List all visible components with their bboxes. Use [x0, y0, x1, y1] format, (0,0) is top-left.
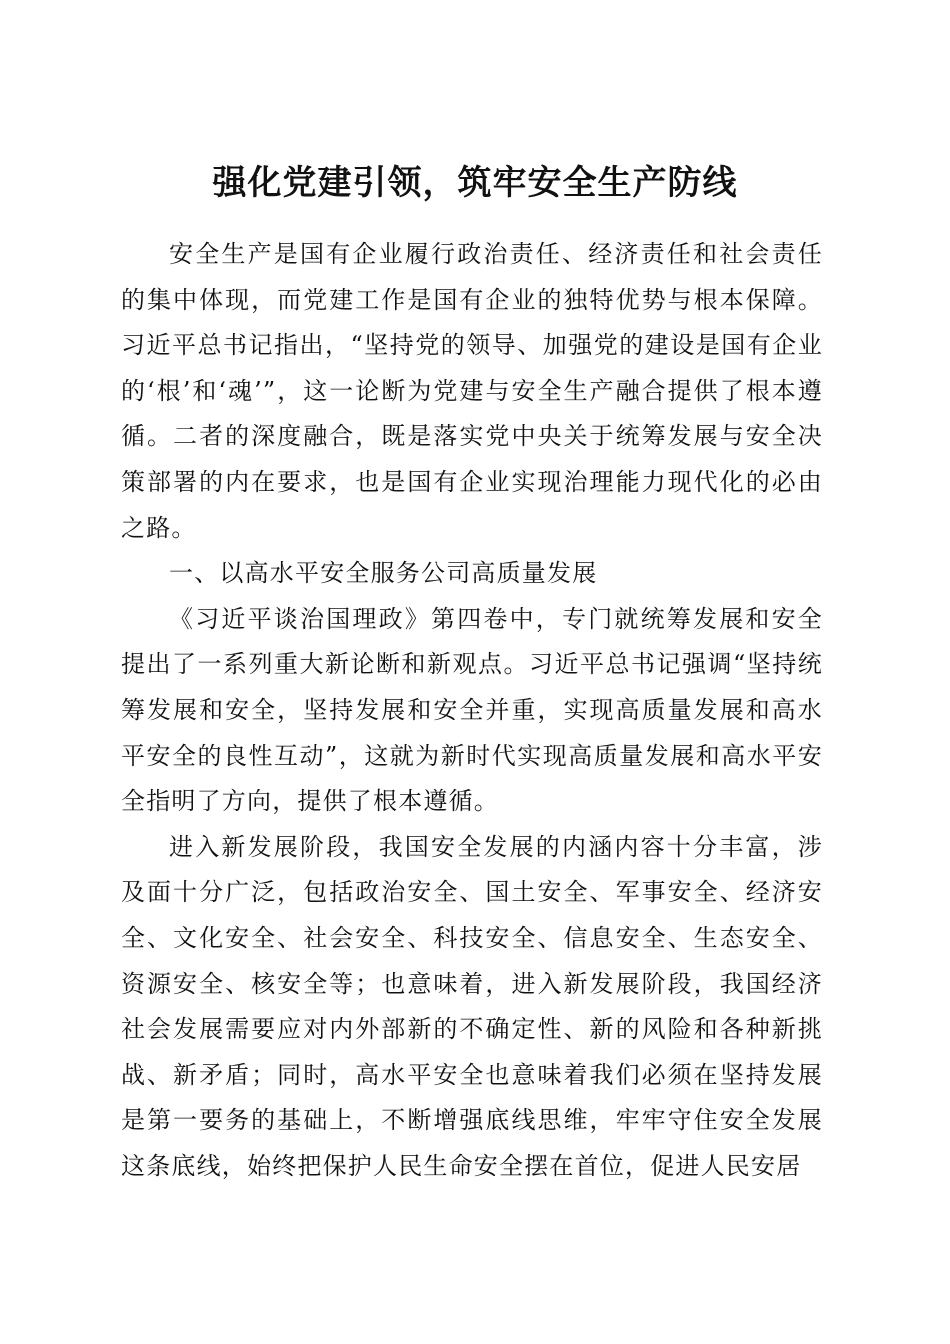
document-title: 强化党建引领，筑牢安全生产防线: [212, 162, 738, 203]
document-body: [121, 232, 823, 1189]
section-paragraph: 进入新发展阶段，我国安全发展的内涵内容十分丰富，涉及面十分广泛，包括政治安全、国土安全、军事安全、经济安全、文化安全、社会安全、科技安全、信息安全、生态安全、资源安全、核安全等；也意味着，进入新发展阶段，我国经济社会发展需要应对内外部新的不确定性、新的风险和各种新挑战、新矛盾；同时，高水平安全也意味着我们必须在坚持发展是第一要务的基础上，不断增强底线思维，牢牢守住安全发展这条底线，始终把保护人民生命安全摆在首位，促进人民安居: [121, 832, 823, 1180]
section-heading: 一、以高水平安全服务公司高质量发展: [169, 559, 598, 588]
section-paragraph: 《习近平谈治国理政》第四卷中，专门就统筹发展和安全提出了一系列重大新论断和新观点。习近平总书记强调“坚持统筹发展和安全，坚持发展和安全并重，实现高质量发展和高水平安全的良性互动”，这就为新时代实现高质量发展和高水平安全指明了方向，提供了根本遵循。: [121, 604, 823, 816]
intro-paragraph: 安全生产是国有企业履行政治责任、经济责任和社会责任的集中体现，而党建工作是国有企业的独特优势与根本保障。习近平总书记指出，“坚持党的领导、加强党的建设是国有企业的‘根’和‘魂’”，这一论断为党建与安全生产融合提供了根本遵循。二者的深度融合，既是落实党中央关于统筹发展与安全决策部署的内在要求，也是国有企业实现治理能力现代化的必由之路。: [121, 240, 823, 542]
